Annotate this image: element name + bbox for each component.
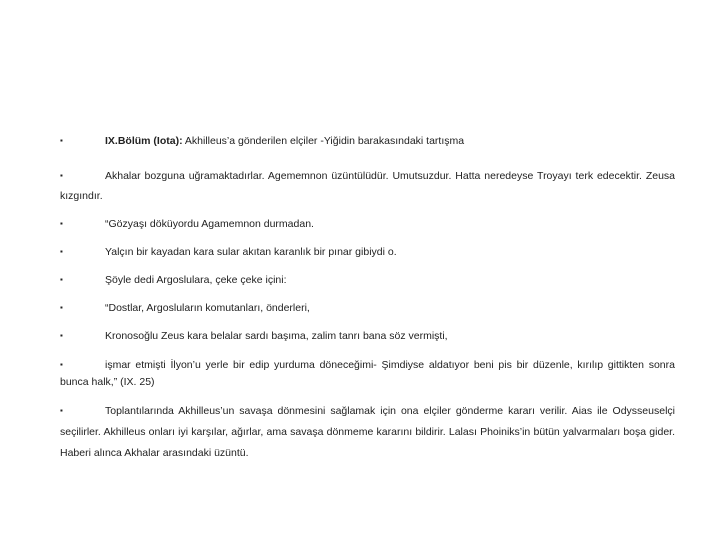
paragraph-text: Kronosoğlu Zeus kara belalar sardı başıma, zalim tanrı bana söz vermişti,: [105, 330, 448, 342]
paragraph-text: “Gözyaşı döküyordu Agamemnon durmadan.: [105, 218, 314, 230]
paragraph-text: Yalçın bir kayadan kara sular akıtan karanlık bir pınar gibiydi o.: [105, 246, 397, 258]
paragraph: [60, 400, 675, 464]
paragraph: [60, 356, 675, 391]
paragraph: [60, 214, 675, 234]
bullet-icon: ▪: [60, 406, 63, 415]
bullet-icon: ▪: [60, 303, 63, 312]
paragraph-text: işmar etmişti İlyon’u yerle bir edip yurduma döneceğimi- Şimdiyse aldatıyor beni pis bir düzenle, kırılıp gittikten sonra bunca halk,” (IX. 25): [60, 359, 675, 388]
paragraph: [60, 298, 675, 318]
bullet-icon: ▪: [60, 275, 63, 284]
paragraph-text: Akhalar bozguna uğramaktadırlar. Agememnon üzüntülüdür. Umutsuzdur. Hatta neredeyse Troyayı terk edecektir. Zeusa kızgındır.: [60, 170, 675, 202]
bullet-icon: ▪: [60, 360, 63, 369]
bullet-icon: ▪: [60, 171, 63, 180]
paragraph-text: Toplantılarında Akhilleus’un savaşa dönmesini sağlamak için ona elçiler gönderme kararı verilir. Aias ile Odysseuselçi seçilirler. Akhilleus onları iyi karşılar, ağırlar, ama savaşa dönmeme kararını bildirir. Lalası Phoiniks’in bütün yalvarmaları boşa gider. Haberi alınca Akhalar arasındaki üzüntü.: [60, 405, 675, 459]
section-title: [60, 131, 675, 151]
bullet-icon: ▪: [60, 247, 63, 256]
paragraph: [60, 326, 675, 346]
paragraph: [60, 242, 675, 262]
paragraph: [60, 270, 675, 290]
bullet-icon: ▪: [60, 331, 63, 340]
title-bold: IX.Bölüm (Iota):: [105, 135, 183, 147]
bullet-icon: ▪: [60, 136, 63, 145]
bullet-icon: ▪: [60, 219, 63, 228]
paragraph-text: “Dostlar, Argosluların komutanları, önderleri,: [105, 302, 310, 314]
paragraph: [60, 166, 675, 206]
paragraph-text: Şöyle dedi Argoslulara, çeke çeke içini:: [105, 274, 287, 286]
title-rest: Akhilleus’a gönderilen elçiler -Yiğidin barakasındaki tartışma: [182, 135, 465, 147]
